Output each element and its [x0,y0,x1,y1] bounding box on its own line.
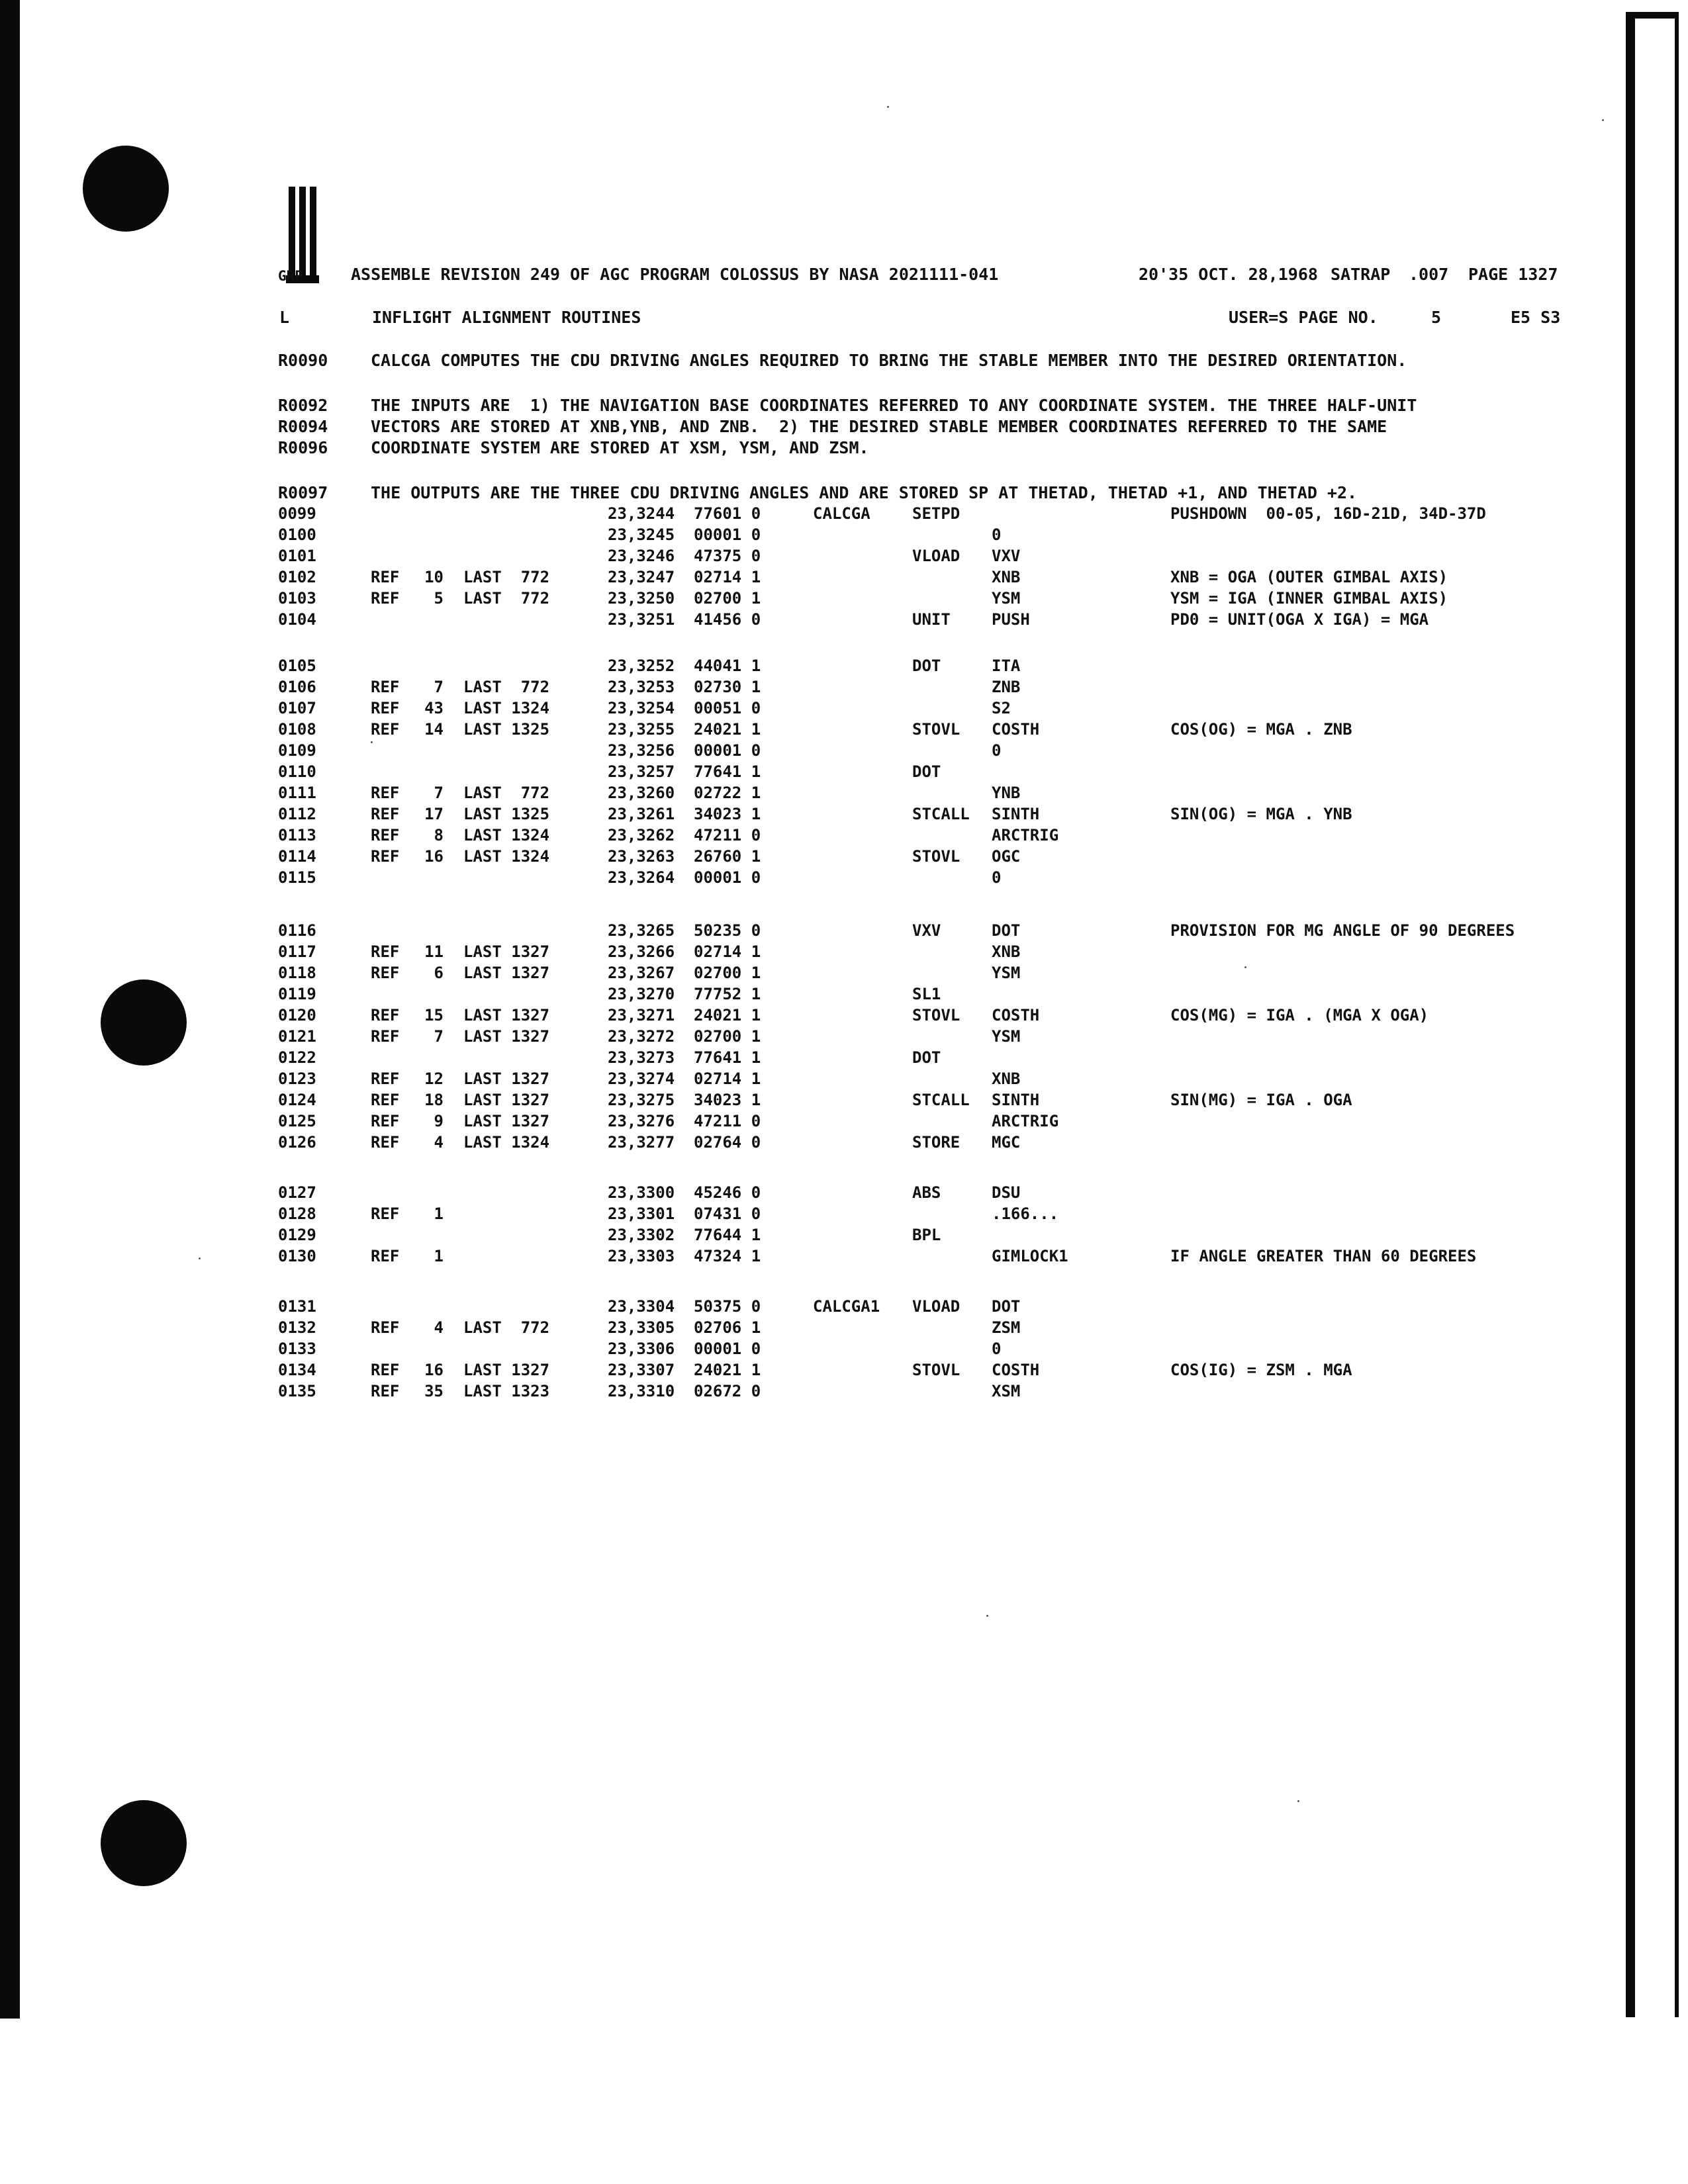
ref-count: 5 [434,589,444,608]
line-number: 0132 [278,1318,316,1337]
opcode: STOVL [912,847,961,866]
remark-text: VECTORS ARE STORED AT XNB,YNB, AND ZNB. 2) THE DESIRED STABLE MEMBER COORDINATES REFERRED TO THE SAME [371,417,1387,436]
address: 23,3277 [608,1133,675,1152]
ref-count: 7 [434,784,444,802]
line-number: 0124 [278,1091,316,1109]
address: 23,3244 [608,504,675,523]
last-page: LAST 1327 [463,1027,550,1046]
opcode: DOT [912,1048,941,1067]
remark-id: R0094 [278,417,328,436]
line-number: 0111 [278,784,316,802]
opcode: STOVL [912,1006,961,1024]
ref-flag: REF [371,678,400,696]
comment: IF ANGLE GREATER THAN 60 DEGREES [1170,1247,1477,1265]
line-number: 0134 [278,1361,316,1379]
octal-word: 02700 1 [694,964,761,982]
address: 23,3276 [608,1112,675,1130]
binder-hole-top [83,146,169,232]
opcode: VLOAD [912,1297,961,1316]
address: 23,3275 [608,1091,675,1109]
ref-count: 8 [434,826,444,844]
line-number: 0113 [278,826,316,844]
line-number: 0115 [278,868,316,887]
ref-flag: REF [371,699,400,717]
operand: XNB [992,568,1021,586]
octal-word: 02706 1 [694,1318,761,1337]
operand: YSM [992,1027,1021,1046]
opcode: DOT [912,762,941,781]
address: 23,3247 [608,568,675,586]
last-page: LAST 1327 [463,1006,550,1024]
ref-flag: REF [371,720,400,739]
address: 23,3271 [608,1006,675,1024]
address: 23,3265 [608,921,675,940]
operand: VXV [992,547,1021,565]
comment: COS(IG) = ZSM . MGA [1170,1361,1352,1379]
last-page: LAST 1325 [463,720,550,739]
last-page: LAST 1327 [463,942,550,961]
operand: 0 [992,1340,1002,1358]
ref-flag: REF [371,964,400,982]
opcode: VLOAD [912,547,961,565]
octal-word: 47211 0 [694,1112,761,1130]
operand: OGC [992,847,1021,866]
last-page: LAST 1324 [463,1133,550,1152]
ref-count: 16 [424,847,444,866]
scan-left-edge [0,0,20,2019]
ref-count: 7 [434,1027,444,1046]
comment: XNB = OGA (OUTER GIMBAL AXIS) [1170,568,1448,586]
line-number: 0106 [278,678,316,696]
line-number: 0121 [278,1027,316,1046]
ref-count: 14 [424,720,444,739]
address: 23,3263 [608,847,675,866]
address: 23,3274 [608,1069,675,1088]
comment: PD0 = UNIT(OGA X IGA) = MGA [1170,610,1429,629]
ref-count: 1 [434,1205,444,1223]
address: 23,3253 [608,678,675,696]
address: 23,3302 [608,1226,675,1244]
address: 23,3246 [608,547,675,565]
comment: SIN(OG) = MGA . YNB [1170,805,1352,823]
last-page: LAST 772 [463,568,550,586]
octal-word: 00001 0 [694,1340,761,1358]
ref-flag: REF [371,847,400,866]
operand: YNB [992,784,1021,802]
ref-flag: REF [371,568,400,586]
octal-word: 00001 0 [694,741,761,760]
opcode: STCALL [912,1091,970,1109]
section-title: INFLIGHT ALIGNMENT ROUTINES [372,308,641,327]
line-number: 0101 [278,547,316,565]
address: 23,3267 [608,964,675,982]
last-page: LAST 1324 [463,826,550,844]
ref-flag: REF [371,1069,400,1088]
operand: DSU [992,1183,1021,1202]
opcode: STORE [912,1133,961,1152]
octal-word: 45246 0 [694,1183,761,1202]
remark-text: COORDINATE SYSTEM ARE STORED AT XSM, YSM, AND ZSM. [371,438,869,457]
octal-word: 34023 1 [694,1091,761,1109]
ref-count: 12 [424,1069,444,1088]
address: 23,3252 [608,657,675,675]
line-number: 0123 [278,1069,316,1088]
octal-word: 44041 1 [694,657,761,675]
operand: GIMLOCK1 [992,1247,1068,1265]
ref-count: 6 [434,964,444,982]
address: 23,3266 [608,942,675,961]
subheader-code: L [279,308,290,327]
line-number: 0114 [278,847,316,866]
ref-count: 18 [424,1091,444,1109]
octal-word: 02700 1 [694,1027,761,1046]
header-tag: GRP [278,268,303,284]
last-page: LAST 1325 [463,805,550,823]
line-number: 0128 [278,1205,316,1223]
scan-speck [887,106,889,108]
line-number: 0103 [278,589,316,608]
line-number: 0112 [278,805,316,823]
header-page: PAGE 1327 [1468,265,1558,284]
operand: YSM [992,964,1021,982]
line-number: 0122 [278,1048,316,1067]
operand: DOT [992,921,1021,940]
scan-speck [1244,966,1246,968]
operand: YSM [992,589,1021,608]
octal-word: 26760 1 [694,847,761,866]
ref-flag: REF [371,1112,400,1130]
line-number: 0131 [278,1297,316,1316]
ref-flag: REF [371,1006,400,1024]
remark-text: CALCGA COMPUTES THE CDU DRIVING ANGLES REQUIRED TO BRING THE STABLE MEMBER INTO THE DESIRED ORIENTATION. [371,351,1407,370]
opcode: DOT [912,657,941,675]
octal-word: 77601 0 [694,504,761,523]
opcode: UNIT [912,610,951,629]
address: 23,3306 [608,1340,675,1358]
octal-word: 24021 1 [694,720,761,739]
octal-word: 24021 1 [694,1361,761,1379]
ref-count: 16 [424,1361,444,1379]
comment: SIN(MG) = IGA . OGA [1170,1091,1352,1109]
address: 23,3303 [608,1247,675,1265]
scan-speck [1602,119,1604,121]
address: 23,3304 [608,1297,675,1316]
octal-word: 77641 1 [694,1048,761,1067]
address: 23,3254 [608,699,675,717]
operand: S2 [992,699,1011,717]
line-number: 0104 [278,610,316,629]
ref-count: 15 [424,1006,444,1024]
ref-flag: REF [371,942,400,961]
address: 23,3300 [608,1183,675,1202]
last-page: LAST 772 [463,1318,550,1337]
remark-id: R0092 [278,396,328,415]
opcode: SL1 [912,985,941,1003]
address: 23,3257 [608,762,675,781]
operand: XSM [992,1382,1021,1400]
address: 23,3270 [608,985,675,1003]
octal-word: 47324 1 [694,1247,761,1265]
last-page: LAST 1327 [463,964,550,982]
ref-flag: REF [371,826,400,844]
last-page: LAST 772 [463,678,550,696]
operand: XNB [992,942,1021,961]
last-page: LAST 1327 [463,1091,550,1109]
ref-flag: REF [371,1382,400,1400]
line-number: 0109 [278,741,316,760]
address: 23,3305 [608,1318,675,1337]
operand: DOT [992,1297,1021,1316]
symbol-label: CALCGA1 [813,1297,880,1316]
operand: ARCTRIG [992,826,1059,844]
scan-speck [371,741,373,743]
ref-count: 43 [424,699,444,717]
operand: ITA [992,657,1021,675]
octal-word: 41456 0 [694,610,761,629]
octal-word: 34023 1 [694,805,761,823]
line-number: 0107 [278,699,316,717]
line-number: 0116 [278,921,316,940]
opcode: STCALL [912,805,970,823]
ref-count: 4 [434,1133,444,1152]
operand: XNB [992,1069,1021,1088]
line-number: 0125 [278,1112,316,1130]
line-number: 0126 [278,1133,316,1152]
subheader-extra: E5 S3 [1511,308,1561,327]
ref-count: 7 [434,678,444,696]
address: 23,3272 [608,1027,675,1046]
remark-id: R0097 [278,483,328,502]
line-number: 0120 [278,1006,316,1024]
octal-word: 02730 1 [694,678,761,696]
ref-count: 1 [434,1247,444,1265]
operand: PUSH [992,610,1030,629]
binder-hole-bottom [101,1800,187,1886]
symbol-label: CALCGA [813,504,870,523]
operand: 0 [992,868,1002,887]
last-page: LAST 1324 [463,699,550,717]
line-number: 0100 [278,525,316,544]
comment: COS(MG) = IGA . (MGA X OGA) [1170,1006,1429,1024]
last-page: LAST 772 [463,589,550,608]
address: 23,3255 [608,720,675,739]
octal-word: 02714 1 [694,568,761,586]
last-page: LAST 772 [463,784,550,802]
ref-flag: REF [371,1027,400,1046]
address: 23,3250 [608,589,675,608]
ref-flag: REF [371,1361,400,1379]
ref-count: 11 [424,942,444,961]
line-number: 0127 [278,1183,316,1202]
operand: 0 [992,525,1002,544]
comment: PROVISION FOR MG ANGLE OF 90 DEGREES [1170,921,1515,940]
scan-right-edge [1626,12,1679,2017]
address: 23,3256 [608,741,675,760]
comment: COS(OG) = MGA . ZNB [1170,720,1352,739]
user-page-number: 5 [1431,308,1442,327]
octal-word: 02700 1 [694,589,761,608]
opcode: VXV [912,921,941,940]
address: 23,3273 [608,1048,675,1067]
octal-word: 00001 0 [694,525,761,544]
operand: ZNB [992,678,1021,696]
line-number: 0118 [278,964,316,982]
address: 23,3301 [608,1205,675,1223]
opcode: STOVL [912,1361,961,1379]
remark-text: THE INPUTS ARE 1) THE NAVIGATION BASE COORDINATES REFERRED TO ANY COORDINATE SYSTEM. THE THREE HALF-UNIT [371,396,1417,415]
ref-flag: REF [371,1091,400,1109]
octal-word: 02764 0 [694,1133,761,1152]
last-page: LAST 1327 [463,1112,550,1130]
remark-id: R0090 [278,351,328,370]
header-version: .007 [1409,265,1449,284]
scan-speck [986,1615,988,1617]
octal-word: 07431 0 [694,1205,761,1223]
operand: COSTH [992,1006,1040,1024]
operand: 0 [992,741,1002,760]
line-number: 0119 [278,985,316,1003]
octal-word: 02672 0 [694,1382,761,1400]
ref-flag: REF [371,805,400,823]
octal-word: 02722 1 [694,784,761,802]
ref-count: 10 [424,568,444,586]
line-number: 0133 [278,1340,316,1358]
header-stamp: 20'35 OCT. 28,1968 [1139,265,1318,284]
opcode: BPL [912,1226,941,1244]
ref-count: 17 [424,805,444,823]
operand: ZSM [992,1318,1021,1337]
line-number: 0129 [278,1226,316,1244]
last-page: LAST 1327 [463,1361,550,1379]
line-number: 0117 [278,942,316,961]
ref-count: 4 [434,1318,444,1337]
octal-word: 50235 0 [694,921,761,940]
ref-count: 9 [434,1112,444,1130]
scan-speck [1297,1800,1299,1802]
scan-speck [199,1257,201,1259]
octal-word: 00001 0 [694,868,761,887]
octal-word: 02714 1 [694,1069,761,1088]
octal-word: 47211 0 [694,826,761,844]
line-number: 0099 [278,504,316,523]
address: 23,3245 [608,525,675,544]
operand: COSTH [992,1361,1040,1379]
opcode: ABS [912,1183,941,1202]
octal-word: 77641 1 [694,762,761,781]
octal-word: 00051 0 [694,699,761,717]
last-page: LAST 1323 [463,1382,550,1400]
operand: SINTH [992,805,1040,823]
operand: .166... [992,1205,1059,1223]
address: 23,3260 [608,784,675,802]
opcode: STOVL [912,720,961,739]
line-number: 0102 [278,568,316,586]
user-page-label: USER=S PAGE NO. [1229,308,1378,327]
ref-flag: REF [371,1318,400,1337]
address: 23,3262 [608,826,675,844]
ref-count: 35 [424,1382,444,1400]
header-title: ASSEMBLE REVISION 249 OF AGC PROGRAM COLOSSUS BY NASA 2021111-041 [351,265,999,284]
octal-word: 77752 1 [694,985,761,1003]
address: 23,3261 [608,805,675,823]
line-number: 0110 [278,762,316,781]
comment: YSM = IGA (INNER GIMBAL AXIS) [1170,589,1448,608]
remark-text: THE OUTPUTS ARE THE THREE CDU DRIVING ANGLES AND ARE STORED SP AT THETAD, THETAD +1, AND THETAD +2. [371,483,1358,502]
binder-hole-middle [101,979,187,1066]
header-system: SATRAP [1331,265,1391,284]
ref-flag: REF [371,1205,400,1223]
comment: PUSHDOWN 00-05, 16D-21D, 34D-37D [1170,504,1486,523]
address: 23,3251 [608,610,675,629]
operand: ARCTRIG [992,1112,1059,1130]
ref-flag: REF [371,1247,400,1265]
ref-flag: REF [371,784,400,802]
octal-word: 77644 1 [694,1226,761,1244]
line-number: 0135 [278,1382,316,1400]
octal-word: 47375 0 [694,547,761,565]
last-page: LAST 1324 [463,847,550,866]
octal-word: 50375 0 [694,1297,761,1316]
ref-flag: REF [371,589,400,608]
line-number: 0130 [278,1247,316,1265]
address: 23,3307 [608,1361,675,1379]
address: 23,3310 [608,1382,675,1400]
operand: SINTH [992,1091,1040,1109]
octal-word: 02714 1 [694,942,761,961]
line-number: 0105 [278,657,316,675]
octal-word: 24021 1 [694,1006,761,1024]
operand: MGC [992,1133,1021,1152]
ref-flag: REF [371,1133,400,1152]
opcode: SETPD [912,504,961,523]
line-number: 0108 [278,720,316,739]
address: 23,3264 [608,868,675,887]
remark-id: R0096 [278,438,328,457]
operand: COSTH [992,720,1040,739]
last-page: LAST 1327 [463,1069,550,1088]
